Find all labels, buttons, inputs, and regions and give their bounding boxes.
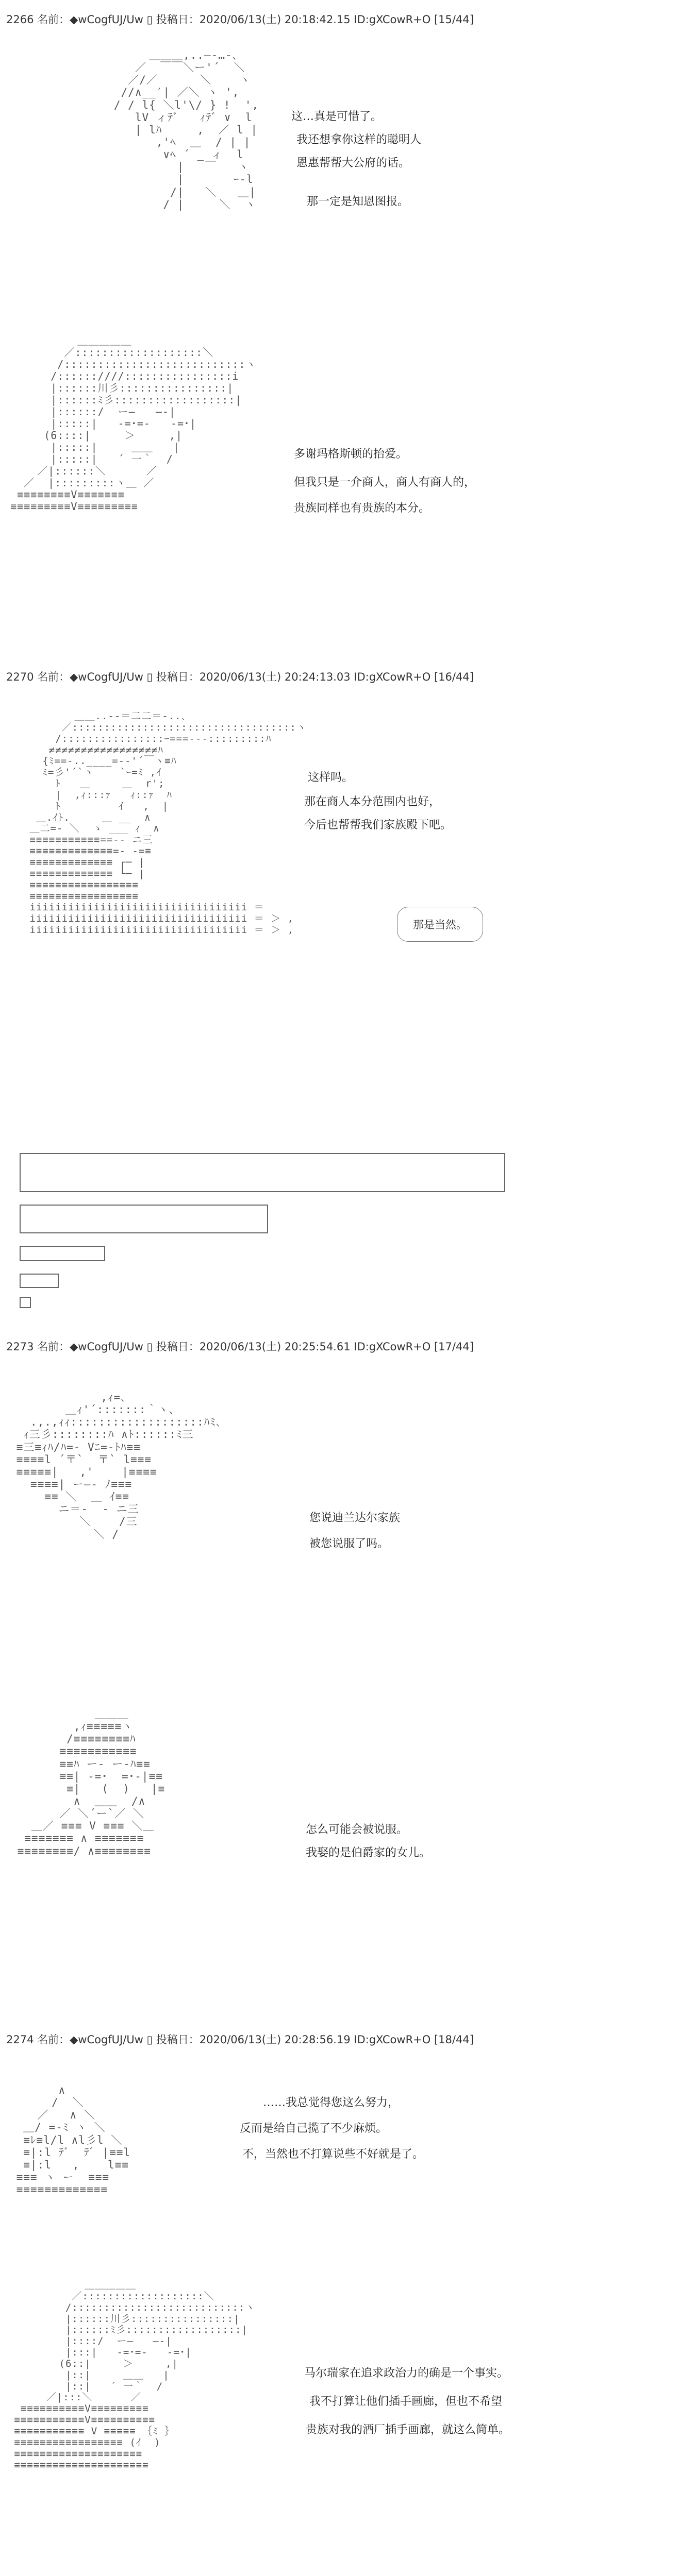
placeholder-box — [20, 1274, 59, 1288]
placeholder-box — [20, 1153, 505, 1192]
dialog-line: 我还想拿你这样的聪明人 — [296, 133, 422, 146]
dialog-line: 贵族对我的酒厂插手画廊，就这么简单。 — [306, 2424, 510, 2436]
aa-character-art: ＿＿＿＿＿ ／:::::::::::::::::::＼ /:::::::::::::::::::::::::::ヽ /::::::////::::::::::::::::i |::::::川彡::::::::::::::::| |::::::ﾐ彡::::::::::::::::::| |::::::/ ー― ―‐| |:::::| ‐=･=- -=･| (6::::| ＞ ,| |:::::| ＿＿ | |:::::| ´ 一｀ / ／|::::::＼ ／ ／ |:::::::::ヽ＿ ／ ≡≡≡≡≡≡≡≡V≡≡≡≡≡≡≡ ≡≡≡≡≡≡≡≡≡V≡≡≡≡≡≡≡≡≡ — [10, 334, 257, 513]
placeholder-box — [20, 1205, 268, 1233]
dialog-line: 被您说服了吗。 — [309, 1537, 389, 1550]
dialog-line: 我不打算让他们插手画廊，但也不希望 — [309, 2395, 503, 2408]
dialog-line: 贵族同样也有贵族的本分。 — [294, 502, 430, 515]
dialog-line: 这…真是可惜了。 — [291, 110, 383, 123]
dialog-line: 您说迪兰达尔家族 — [309, 1512, 401, 1524]
post-header: 2273 名前：◆wCogfUJ/Uw ▯ 投稿日：2020/06/13(土) 20:25:54.61 ID:gXCowR+O [17/44] — [6, 1341, 474, 1353]
post-header: 2270 名前：◆wCogfUJ/Uw ▯ 投稿日：2020/06/13(土) 20:24:13.03 ID:gXCowR+O [16/44] — [6, 671, 474, 683]
dialog-line: 怎么可能会被说服。 — [306, 1823, 408, 1836]
dialog-line: 那在商人本分范围内也好， — [304, 795, 441, 808]
aa-character-art: ＿＿＿ ,ｨ≡≡≡≡≡ヽ /≡≡≡≡≡≡≡≡ﾊ ≡≡≡≡≡≡≡≡≡≡≡ ≡≡ﾊ ー‐ ー‐ﾊ≡≡ ≡≡| -=･ =･-|≡≡ ≡| ( ) |≡ ∧ ＿＿ /∧ ／ ＼´ー`／ ＼ ＿／ ≡≡≡ V ≡≡≡ ＼＿ ≡≡≡≡≡≡≡ ∧ ≡≡≡≡≡≡≡ ≡≡≡≡≡≡≡≡/ ∧≡≡≡≡≡≡≡≡ — [17, 1708, 165, 1857]
aa-character-art: ＿＿＿＿＿ ／:::::::::::::::::::＼ /:::::::::::::::::::::::::::ヽ |::::::川彡::::::::::::::::| |::::::ﾐ彡::::::::::::::::::| |::::/ ー― ―‐| |:::| ‐=･=- -=･| (6::| ＞ ,| |::| ＿＿ | |::| ´ 一｀ / ／|:::＼ ／ ≡≡≡≡≡≡≡≡≡≡V≡≡≡≡≡≡≡≡≡ ≡≡≡≡≡≡≡≡≡≡≡V≡≡≡≡≡≡≡≡≡≡ ≡≡≡≡≡≡≡≡≡≡≡ V ≡≡≡≡≡ ｛ﾐ ｝ ≡≡≡≡≡≡≡≡≡≡≡≡≡≡≡≡≡ (ｲ ) ≡≡≡≡≡≡≡≡≡≡≡≡≡≡≡≡≡≡≡≡ ≡≡≡≡≡≡≡≡≡≡≡≡≡≡≡≡≡≡≡≡≡ — [14, 2279, 256, 2471]
dialog-line: 那一定是知恩图报。 — [307, 195, 409, 208]
post-header: 2266 名前：◆wCogfUJ/Uw ▯ 投稿日：2020/06/13(土) 20:18:42.15 ID:gXCowR+O [15/44] — [6, 13, 474, 26]
post-header: 2274 名前：◆wCogfUJ/Uw ▯ 投稿日：2020/06/13(土) 20:28:56.19 ID:gXCowR+O [18/44] — [6, 2033, 474, 2046]
dialog-line: 这样吗。 — [308, 771, 354, 784]
dialog-line: 反而是给自己揽了不少麻烦。 — [240, 2122, 388, 2135]
dialog-line: ……我总觉得您这么努力， — [263, 2096, 400, 2109]
dialog-line: 恩惠帮帮大公府的话。 — [296, 157, 410, 170]
dialog-line: 多谢玛格斯顿的抬爱。 — [294, 448, 408, 461]
dialog-line: 不，当然也不打算说些不好就是了。 — [242, 2148, 424, 2161]
aa-character-art: ＿＿＿,..―‐…-､ ／ ￣￣＼ー'´ ＼ ／/／ ＼ ヽ //∧__′| ／＼ ヽ ', / / l{ ＼l'\/ } ! ', lV ィﾃﾞ ｨﾃﾞ ∨ l | lﾊ , ／ l | ,'ﾍ ＿ / | | ∨ﾍ ´ _ ィ l | ￣ ヽ | ｰ-l /| ＼ ＿| / | ＼ ヽ — [113, 49, 259, 211]
dialog-line: 马尔瑞家在追求政治力的确是一个事实。 — [304, 2367, 509, 2380]
aa-character-art: ,ｨ=､ ＿ｨ'´:::::::｀ヽ、 .,.,ｨｨ:::::::::::::::::::ﾊﾐ､ ｨ三彡::::::::ﾊ ∧ﾄ::::::ﾐ三 ≡三≡ｨﾊ/ﾊ=‐ Vﾆ=-ﾄﾊ≡≡ ≡≡≡≡l ´〒` 〒` l≡≡≡ ≡≡≡≡≡| ,' |≡≡≡≡ ≡≡≡≡| ー―‐ ﾉ≡≡≡ ≡≡ ＼ ＿ ｲ≡≡ ニ＝- ‐ ニ三 ＼ /三 ＼ / — [16, 1391, 222, 1540]
dialog-line: 但我只是一介商人，商人有商人的， — [294, 476, 476, 489]
placeholder-box — [20, 1297, 31, 1308]
speech-bubble: 那是当然。 — [397, 907, 483, 942]
dialog-line: 我娶的是伯爵家的女儿。 — [306, 1846, 431, 1859]
aa-character-art: ∧ / ＼ ／ ∧ ＼ ＿/ =-ﾐ ヽ ＼ ≡ﾚ≡l/l ∧l彡l ＼ ≡|:l ﾃﾞ ﾃﾞ |≡≡l ≡|:l , l≡≡ ≡≡≡ ヽ ー ≡≡≡ ≡≡≡≡≡≡≡≡≡≡≡≡≡ — [16, 2084, 131, 2196]
dialog-line: 今后也帮帮我们家族殿下吧。 — [304, 819, 452, 832]
aa-character-art: ＿＿..-‐＝二二＝-..､ ／:::::::::::::::::::::::::::::::::::ヽ /::::::::::::::::ｰ===---:::::::::ﾊ ≠≠≠≠≠≠≠≠≠≠≠≠≠≠≠≠≠ﾊ {ﾐ==-..____=-‐'´￣ヽ≡ﾊ ﾐ=彡'´`ヽ `ｰ=ﾐ ,ｲ ﾄ ＿ ＿ r'; | ,ｨ:::ｧ ｨ::ｧ ﾊ ﾄ ｲ , | ＿.ｲﾄ. ＿ __ ∧ ＿二=- ＼ ゝ ___ ｨ ∧ ≡≡≡≡≡≡≡≡≡≡≡==-- ニ三 ≡≡≡≡≡≡≡≡≡≡≡≡≡=- -=≡ ≡≡≡≡≡≡≡≡≡≡≡≡≡ ┌─ | ≡≡≡≡≡≡≡≡≡≡≡≡≡ └─ | ≡≡≡≡≡≡≡≡≡≡≡≡≡≡≡≡≡ ≡≡≡≡≡≡≡≡≡≡≡≡≡≡≡≡≡ iiiiiiiiiiiiiiiiiiiiiiiiiiiiiiiiii ＝ iiiiiiiiiiiiiiiiiiiiiiiiiiiiiiiiii ＝ ＞ , iiiiiiiiiiiiiiiiiiiiiiiiiiiiiiiiii ＝ ＞ , — [29, 710, 307, 936]
placeholder-box — [20, 1246, 105, 1261]
